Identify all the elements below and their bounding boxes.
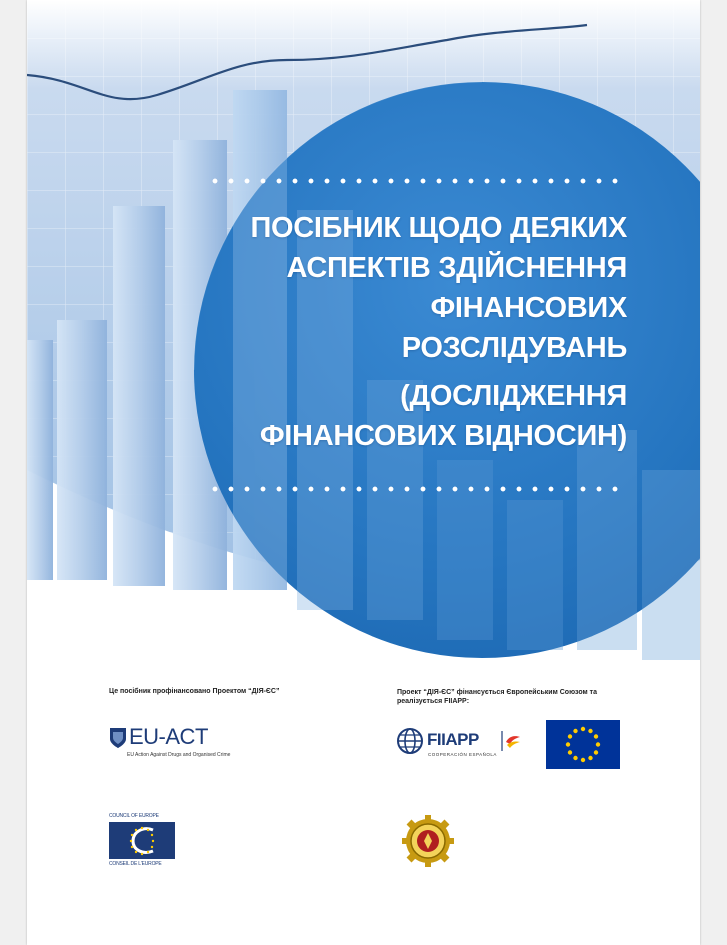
dotted-divider-bottom [207, 486, 627, 492]
eu-act-name: EU-ACT [129, 724, 208, 749]
title-block [177, 178, 637, 492]
fiiapp-logo [397, 724, 537, 764]
document-title: ПОСІБНИК ЩОДО ДЕЯКИХ АСПЕКТІВ ЗДІЙСНЕННЯ ФІНАНСОВИХ РОЗСЛІДУВАНЬ [250, 212, 627, 364]
funding-note-right: Проект “ДІЯ-ЄС” фінансується Європейським Союзом та реалізується FIIAPP: [397, 689, 597, 705]
coe-name-fr: CONSEIL DE L'EUROPE [109, 861, 162, 867]
eu-flag-logo [546, 720, 620, 769]
fiiapp-name: FIIAPP [427, 730, 479, 749]
cover-page [27, 0, 700, 945]
dotted-divider-top [207, 178, 627, 184]
council-of-europe-logo [109, 813, 179, 868]
gear-emblem-icon [402, 815, 454, 867]
coe-stars-icon [109, 822, 175, 859]
eu-act-shield-icon [109, 727, 127, 749]
eu-act-logo [109, 724, 239, 760]
coe-flag [109, 822, 175, 859]
ministry-emblem-logo [402, 815, 454, 867]
eu-act-tagline: EU Action Against Drugs and Organised Crime [127, 752, 231, 758]
funding-note-left: Це посібник профінансовано Проектом “ДІЯ-ЄС” [109, 688, 280, 695]
document-subtitle: (ДОСЛІДЖЕННЯ ФІНАНСОВИХ ВІДНОСИН) [259, 380, 627, 452]
fiiapp-tagline: COOPERACIÓN ESPAÑOLA [428, 752, 497, 757]
cooperacion-espanola-icon [501, 730, 523, 752]
globe-icon [397, 728, 423, 754]
coe-name-en: COUNCIL OF EUROPE [109, 813, 159, 819]
eu-stars-icon [546, 720, 620, 769]
